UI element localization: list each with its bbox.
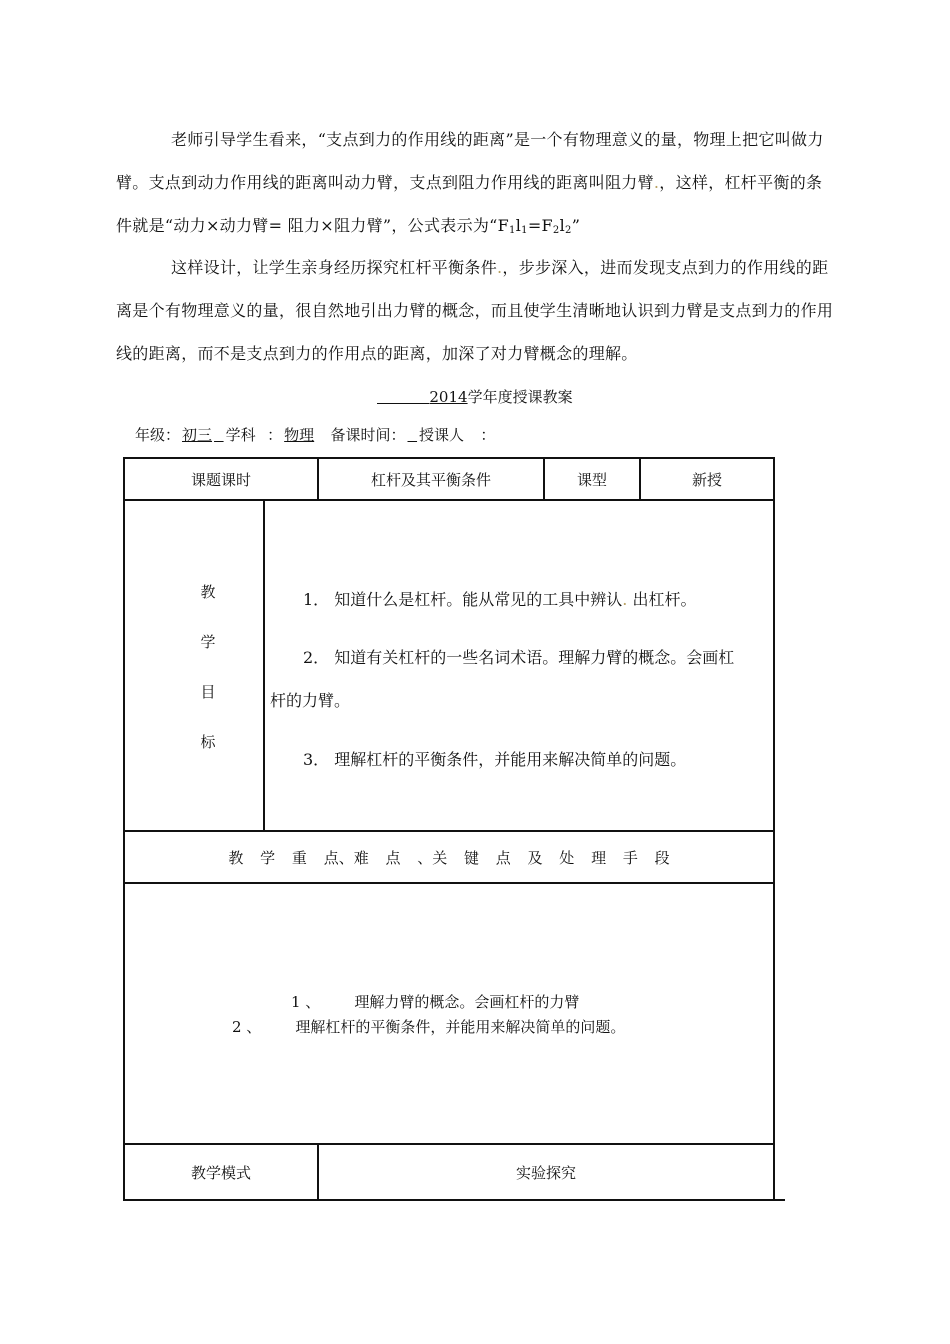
table-border-bottom <box>123 1199 785 1201</box>
paragraph-text: ，这样，杠杆平衡的条件就是“动力×动力臂= 阻力×阻力臂”，公式表示为“F <box>116 173 823 235</box>
goal-text: 知道有关杠杆的一些名词术语。理解力臂的概念。会画杠 <box>334 648 735 667</box>
goals-label-char: 标 <box>200 733 216 751</box>
column-divider <box>263 499 265 831</box>
topic-label-cell: 课题课时 <box>190 470 251 489</box>
paragraph-lever-arm-definition <box>116 118 836 252</box>
goal-number: 2． <box>303 648 330 667</box>
goal-text: 知道什么是杠杆。能从常见的工具中辨认 <box>334 590 623 609</box>
formula-subscript: 1 <box>509 225 516 236</box>
paragraph-text: 老师引导学生看来，“支点到力的作用线的距离”是一个有物理意义的量，物理上把它叫做力臂。支点到动力作用线的距离叫动力臂，支点到阻力作用线的距离叫阻力臂 <box>116 130 824 192</box>
goal-text: 出杠杆。 <box>632 590 697 609</box>
subject-separator: ： <box>267 426 283 444</box>
formula-letter: l <box>515 216 522 235</box>
paragraph-text: ” <box>571 216 581 235</box>
table-border-left <box>123 457 125 1201</box>
goal-item <box>303 747 686 770</box>
grade-label: 年级： <box>135 426 181 444</box>
goal-item <box>303 587 697 610</box>
prep-time-blank <box>408 426 418 444</box>
key-point-text: 理解杠杆的平衡条件，并能用来解决简单的问题。 <box>295 1018 626 1036</box>
key-point-number: 2 、 <box>232 1018 262 1036</box>
goal-number: 3． <box>303 750 330 769</box>
teacher-label: 授课人 <box>419 426 465 444</box>
goal-item-continued: 杆的力臂。 <box>270 691 351 710</box>
table-border-right <box>773 457 775 1201</box>
goals-label-char: 学 <box>200 633 216 651</box>
document-title <box>0 386 950 407</box>
formula-subscript: 2 <box>565 225 572 236</box>
row-divider <box>123 499 775 501</box>
row-divider <box>123 882 775 884</box>
goal-item <box>303 645 734 668</box>
title-blank <box>377 389 429 404</box>
topic-cell: 杠杆及其平衡条件 <box>370 470 491 489</box>
teacher-separator: ： <box>480 426 496 444</box>
punctuation-mark: . <box>497 258 503 277</box>
key-points-header: 教 学 重 点、难 点 、关 键 点 及 处 理 手 段 <box>228 848 670 867</box>
key-point-item <box>232 1016 625 1037</box>
goal-number: 1． <box>303 590 330 609</box>
subject-value: 物理 <box>284 426 315 444</box>
lesson-type-cell: 新授 <box>691 470 722 489</box>
teaching-mode-cell: 实验探究 <box>515 1163 576 1182</box>
punctuation-mark: . <box>653 173 660 192</box>
subject-label: 学科 <box>225 426 256 444</box>
title-text: 学年度授课教案 <box>467 388 573 406</box>
grade-blank <box>214 426 224 444</box>
key-point-item <box>291 991 579 1012</box>
goals-label-char: 目 <box>200 683 216 701</box>
formula-equals: =F <box>527 216 553 235</box>
title-year: 2014 <box>429 388 468 406</box>
teaching-mode-label-cell: 教学模式 <box>190 1163 251 1182</box>
formula-subscript: 1 <box>521 225 528 236</box>
punctuation-mark: . <box>622 590 628 609</box>
goal-text: 理解杠杆的平衡条件，并能用来解决简单的问题。 <box>334 750 687 769</box>
prep-time-label: 备课时间： <box>330 426 406 444</box>
key-point-number: 1 、 <box>291 993 321 1011</box>
goals-label-char: 教 <box>200 583 216 601</box>
paragraph-text: ，步步深入，进而发现支点到力的作用线的距离是个有物理意义的量，很自然地引出力臂的概念，而且使学生清晰地认识到力臂是支点到力的作用线的距离，而不是支点到力的作用点的距离，加深了对力臂概念的理解。 <box>116 258 834 363</box>
formula-subscript: 2 <box>552 225 560 236</box>
lesson-meta <box>135 424 497 445</box>
grade-value: 初三 <box>182 426 213 444</box>
lesson-type-label-cell: 课型 <box>576 470 607 489</box>
formula-letter: l <box>559 216 566 235</box>
key-point-text: 理解力臂的概念。会画杠杆的力臂 <box>354 993 580 1011</box>
paragraph-design-rationale <box>116 246 836 375</box>
paragraph-text: 这样设计，让学生亲身经历探究杠杆平衡条件 <box>171 258 498 277</box>
